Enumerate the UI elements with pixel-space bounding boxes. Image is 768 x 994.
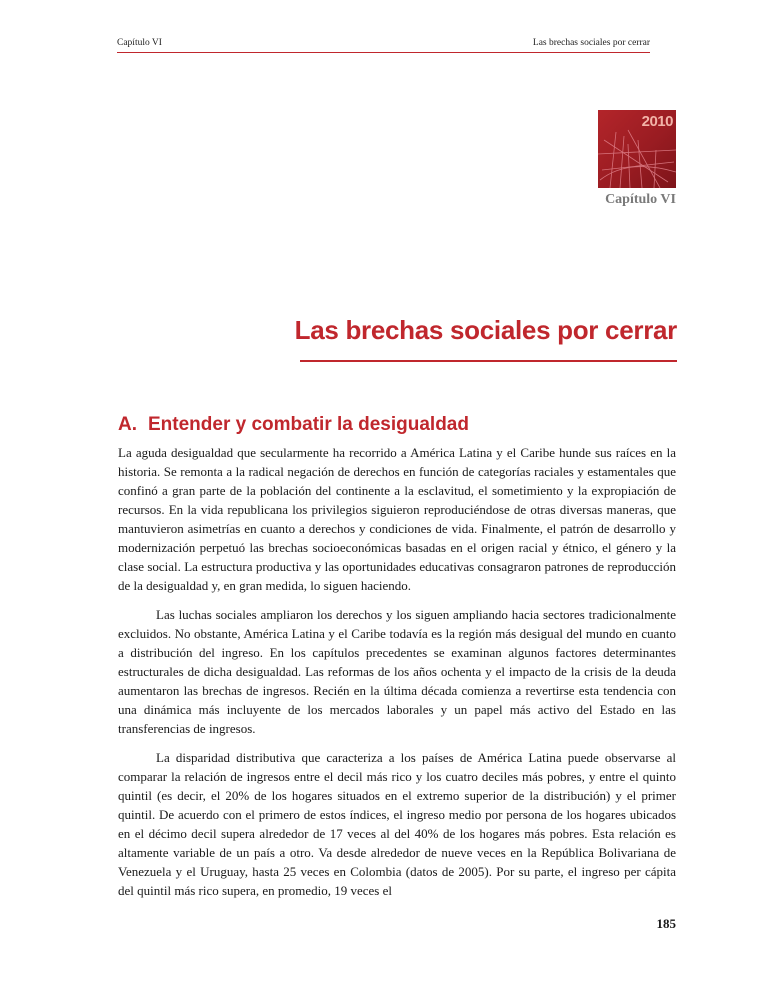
running-header — [117, 38, 650, 53]
logo-year: 2010 — [641, 113, 673, 130]
paragraph-3: La disparidad distributiva que caracteriza a los países de América Latina puede observarse al comparar la relación de ingresos entre el decil más rico y los cuatro deciles más pobres, y entre el quinto quintil (es decir, el 20% de los hogares situados en el extremo superior de la distribución) y el primer quintil. De acuerdo con el primero de estos índices, el ingreso medio por persona de los hogares ubicados en el décimo decil supera alrededor de 17 veces al del 40% de los hogares más pobres. Esta relación es altamente variable de un país a otro. Va desde alrededor de nueve veces en la República Bolivariana de Venezuela y el Uruguay, hasta 25 veces en Colombia (datos de 2005). Por su parte, el ingreso per cápita del quintil más rico supera, en promedio, 19 veces el — [118, 750, 676, 898]
chapter-title: Las brechas sociales por cerrar — [294, 315, 677, 345]
section-heading-text: Entender y combatir la desigualdad — [148, 414, 469, 435]
title-rule — [300, 360, 677, 362]
header-title: Las brechas sociales por cerrar — [532, 38, 650, 48]
paragraph-2: Las luchas sociales ampliaron los derechos y los siguen ampliando hacia sectores tradicionalmente excluidos. No obstante, América Latina y el Caribe todavía es la región más desigual del mundo en cuanto a distribución del ingreso. En los capítulos precedentes se examinan algunos factores determinantes estructurales de dicha desigualdad. Las reformas de los años ochenta y el impacto de la crisis de la deuda aumentaron las brechas de ingresos. Recién en la última década comienza a revertirse esta tendencia con una dinámica más incluyente de los mercados laborales y un papel más activo del Estado en las transferencias de ingresos. — [118, 607, 676, 736]
paragraph-1: La aguda desigualdad que secularmente ha recorrido a América Latina y el Caribe hunde sus raíces en la historia. Se remonta a la radical negación de derechos en función de categorías raciales y estamentales que confinó a gran parte de la población del continente a la esclavitud, el sometimiento y la expropiación de recursos. En la vida republicana los privilegios siguieron reproduciéndose de otras diversas maneras, que mantuvieron asimetrías en cuanto a derechos y condiciones de vida. Finalmente, el patrón de desarrollo y modernización perpetuó las brechas socioeconómicas basadas en el origen racial y étnico, el género y la clase social. La estructura productiva y las oportunidades educativas consagraron patrones de reproducción de la desigualdad y, en gran medida, lo siguen haciendo. — [118, 445, 676, 593]
chapter-logo — [598, 110, 676, 188]
body-text — [118, 443, 676, 910]
section-letter: A. — [118, 414, 137, 435]
header-chapter: Capítulo VI — [117, 38, 162, 48]
section-heading — [118, 414, 469, 436]
chapter-label: Capítulo VI — [605, 192, 676, 207]
page-number: 185 — [656, 916, 676, 931]
